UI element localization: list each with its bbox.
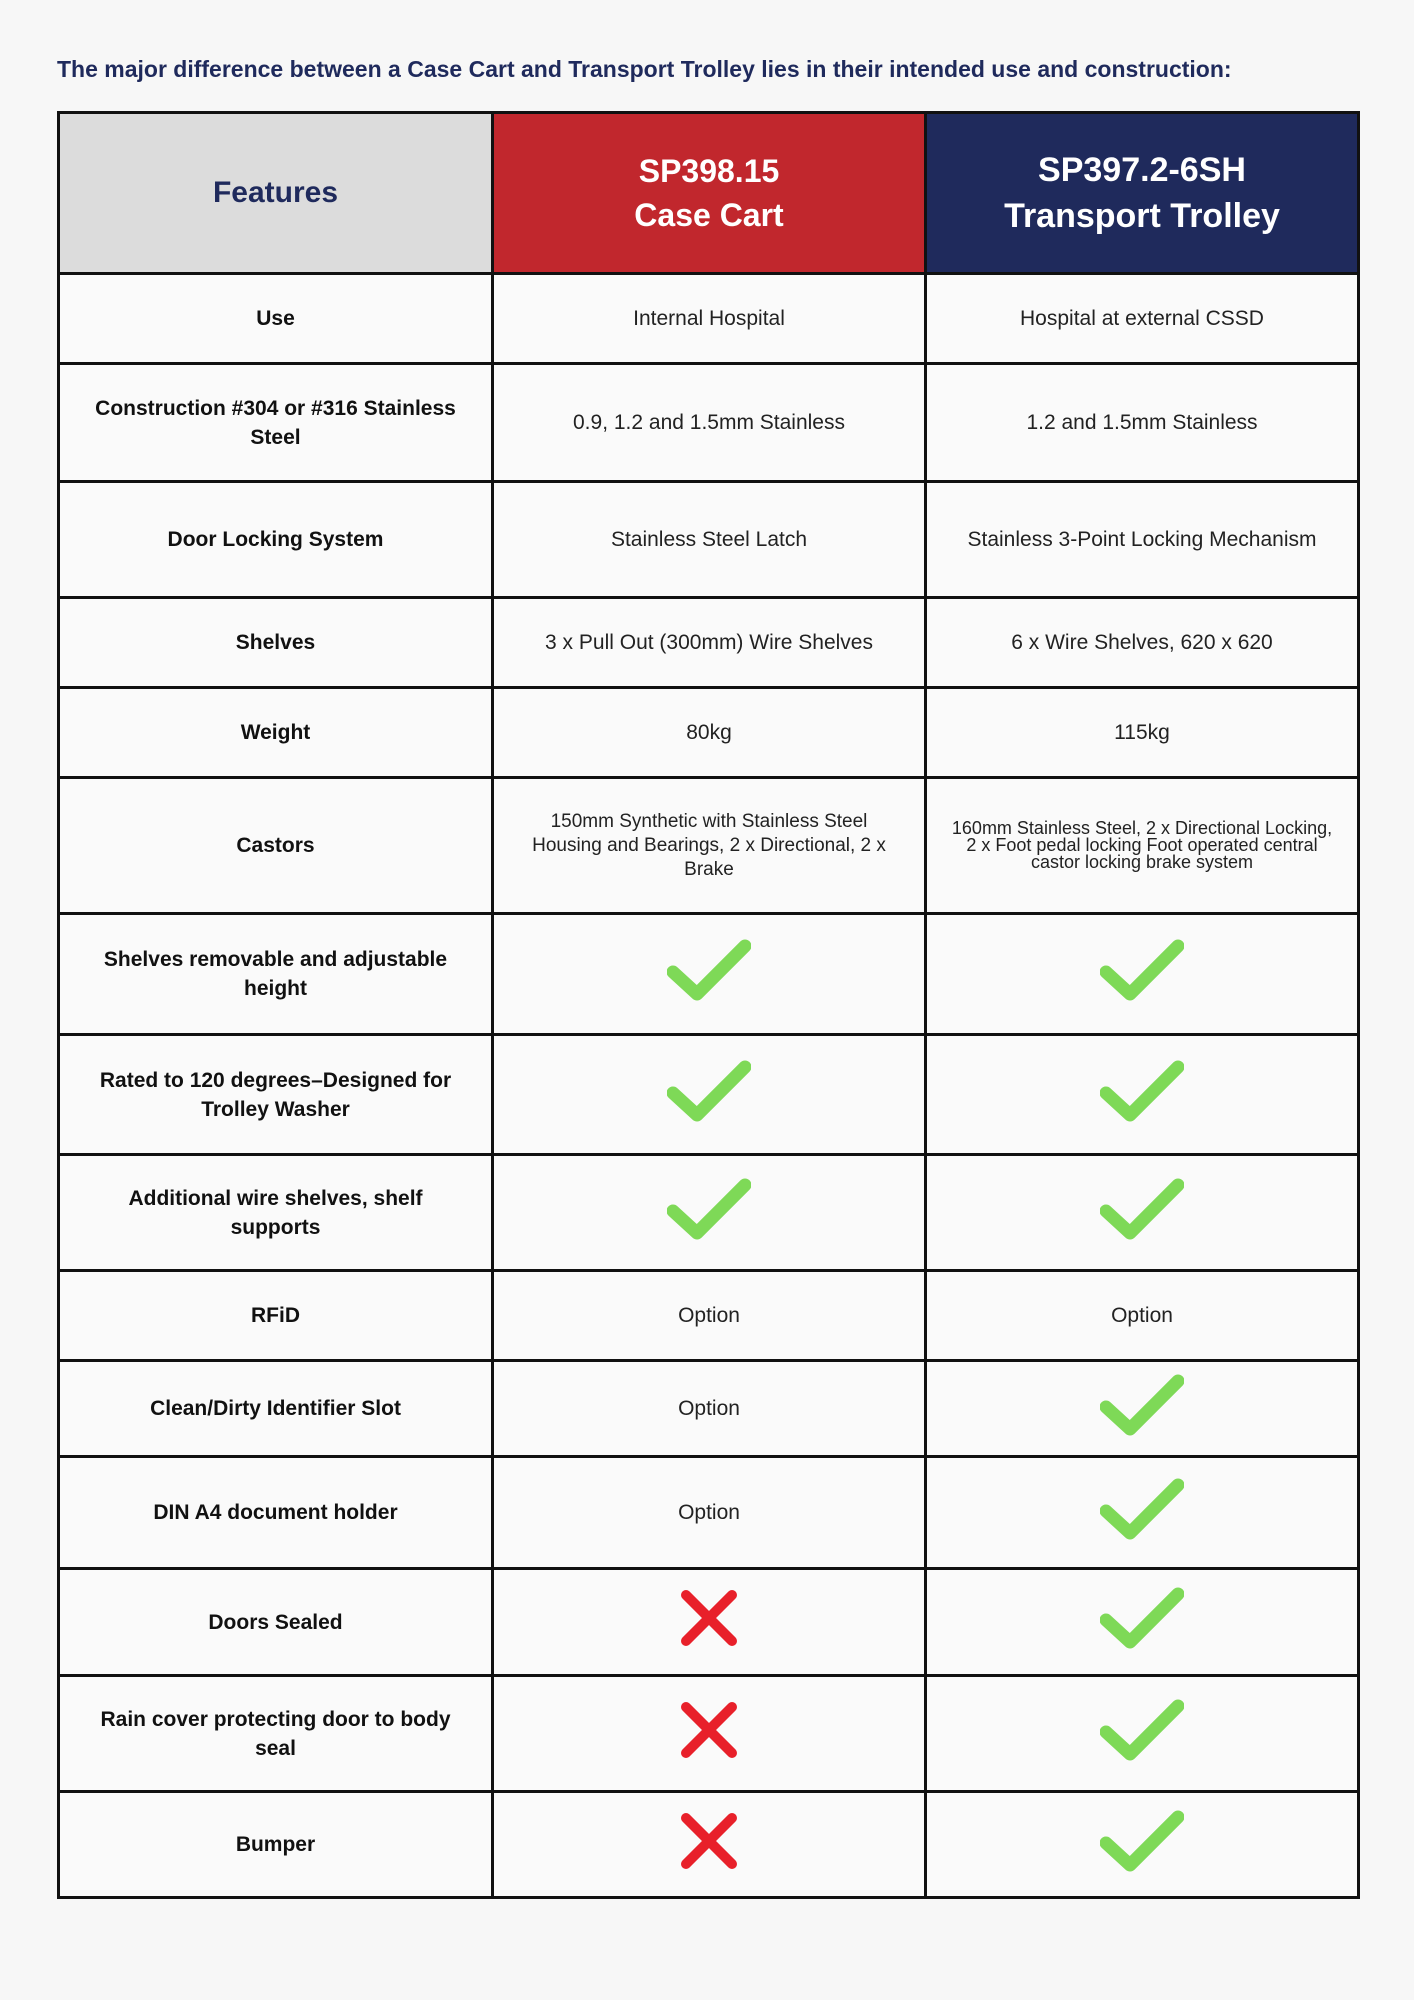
table-row [59,778,1359,914]
transport-trolley-cell [926,1676,1359,1792]
transport-trolley-cell [926,914,1359,1035]
transport-trolley-cell [926,1457,1359,1569]
table-row [59,1035,1359,1155]
table-row [59,1457,1359,1569]
case-cart-header [493,113,926,274]
check-icon [1100,1809,1184,1881]
transport-trolley-cell [926,1792,1359,1898]
table-row [59,1155,1359,1271]
table-row [59,598,1359,688]
check-icon [1100,1477,1184,1549]
case-cart-value: Stainless Steel Latch [493,482,926,598]
feature-label: Shelves removable and adjustable height [59,914,493,1035]
case-cart-cell [493,1792,926,1898]
transport-trolley-value: Hospital at external CSSD [926,274,1359,364]
case-cart-value: 150mm Synthetic with Stainless Steel Housing and Bearings, 2 x Directional, 2 x Brake [493,778,926,914]
check-icon [1100,1059,1184,1131]
table-row [59,1676,1359,1792]
transport-trolley-cell [926,1155,1359,1271]
table-header-row [59,113,1359,274]
feature-label: Additional wire shelves, shelf supports [59,1155,493,1271]
table-row [59,1569,1359,1676]
case-cart-value: Internal Hospital [493,274,926,364]
feature-label: Weight [59,688,493,778]
feature-label: RFiD [59,1271,493,1361]
check-icon [667,1177,751,1249]
table-row [59,364,1359,482]
table-row [59,688,1359,778]
feature-label: Castors [59,778,493,914]
case-cart-cell [493,1155,926,1271]
feature-label: DIN A4 document holder [59,1457,493,1569]
check-icon [1100,1586,1184,1658]
transport-trolley-cell [926,1035,1359,1155]
table-row [59,1792,1359,1898]
comparison-table [57,111,1360,1899]
case-cart-name: Case Cart [634,197,784,233]
feature-label: Door Locking System [59,482,493,598]
case-cart-value: 3 x Pull Out (300mm) Wire Shelves [493,598,926,688]
table-row [59,1271,1359,1361]
transport-trolley-value: 115kg [926,688,1359,778]
case-cart-model: SP398.15 [638,153,780,189]
feature-label: Doors Sealed [59,1569,493,1676]
cross-icon [678,1587,740,1657]
transport-trolley-name: Transport Trolley [1004,197,1280,235]
feature-label: Rated to 120 degrees–Designed for Trolley Washer [59,1035,493,1155]
case-cart-cell [493,1569,926,1676]
cross-icon [678,1810,740,1880]
feature-label: Shelves [59,598,493,688]
transport-trolley-model: SP397.2-6SH [1038,151,1246,189]
check-icon [1100,1177,1184,1249]
case-cart-cell [493,1676,926,1792]
case-cart-cell [493,1035,926,1155]
feature-label: Bumper [59,1792,493,1898]
check-icon [1100,1373,1184,1445]
transport-trolley-cell [926,1569,1359,1676]
case-cart-value: Option [493,1271,926,1361]
table-row [59,914,1359,1035]
transport-trolley-value: Stainless 3-Point Locking Mechanism [926,482,1359,598]
check-icon [667,938,751,1010]
check-icon [1100,1698,1184,1770]
case-cart-value: 0.9, 1.2 and 1.5mm Stainless [493,364,926,482]
table-row [59,274,1359,364]
transport-trolley-value: 6 x Wire Shelves, 620 x 620 [926,598,1359,688]
features-header: Features [59,113,493,274]
case-cart-value: Option [493,1361,926,1457]
table-row [59,1361,1359,1457]
transport-trolley-value: 160mm Stainless Steel, 2 x Directional Locking, 2 x Foot pedal locking Foot operated central castor locking brake system [926,778,1359,914]
page-heading: The major difference between a Case Cart and Transport Trolley lies in their intended use and construction: [57,56,1232,82]
case-cart-value: Option [493,1457,926,1569]
transport-trolley-value: Option [926,1271,1359,1361]
table-row [59,482,1359,598]
transport-trolley-cell [926,1361,1359,1457]
case-cart-value: 80kg [493,688,926,778]
transport-trolley-value: 1.2 and 1.5mm Stainless [926,364,1359,482]
cross-icon [678,1699,740,1769]
transport-trolley-header [926,113,1359,274]
feature-label: Clean/Dirty Identifier Slot [59,1361,493,1457]
case-cart-cell [493,914,926,1035]
check-icon [667,1059,751,1131]
feature-label: Rain cover protecting door to body seal [59,1676,493,1792]
feature-label: Construction #304 or #316 Stainless Steel [59,364,493,482]
check-icon [1100,938,1184,1010]
feature-label: Use [59,274,493,364]
